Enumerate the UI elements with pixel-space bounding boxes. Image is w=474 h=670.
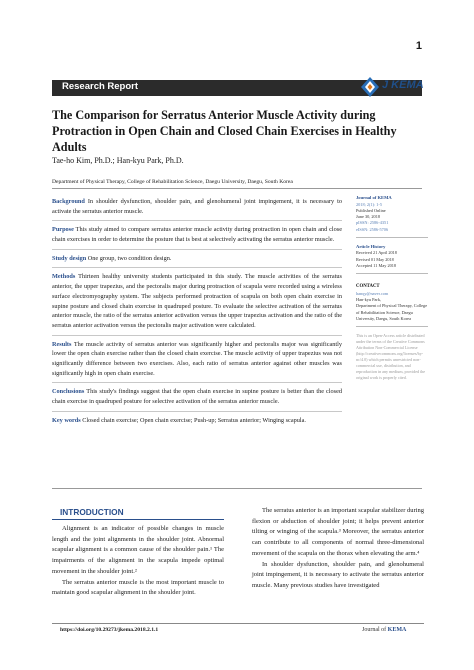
abstract-study-design	[52, 250, 342, 269]
sidebar-email-link[interactable]: hanqy@naver.com	[356, 291, 389, 297]
sidebar-published-date: June 30, 2018	[356, 214, 380, 220]
sidebar-eissn: eISSN: 2586-5706	[356, 226, 389, 232]
sidebar-contact-label: CONTACT	[356, 284, 380, 290]
abstract-label: Key words	[52, 416, 81, 424]
abstract-label: Study design	[52, 254, 87, 262]
body-paragraph: The serratus anterior muscle is the most important muscle to maintain good scapular alignment in the shoulder joint.	[52, 578, 224, 597]
journal-logo	[360, 75, 430, 99]
divider-top	[52, 188, 422, 189]
abstract-conclusions	[52, 383, 342, 411]
footer-journal	[362, 627, 406, 633]
section-heading-rule	[52, 519, 224, 520]
body-column-left	[52, 524, 224, 599]
abstract	[52, 193, 342, 429]
abstract-text: Closed chain exercise; Open chain exercise; Push-up; Serratus anterior; Winging scapula.	[80, 416, 306, 424]
journal-logo-icon	[360, 76, 380, 98]
abstract-text: This study aimed to compare serratus anterior muscle activity during protraction in open chain and close chain exercises in order to determine the posture that is best at selectively activating the serratus anterior muscle.	[52, 226, 342, 244]
article-title: The Comparison for Serratus Anterior Muscle Activity during Protraction in Open Chain and Closed Chain Exercises in Healthy Adults	[52, 108, 397, 155]
sidebar-pissn: pISSN: 2586-4351	[356, 220, 389, 226]
abstract-keywords	[52, 412, 342, 430]
sidebar-divider	[356, 326, 428, 327]
article-info-sidebar	[356, 195, 428, 380]
sidebar-published-label: Published Online	[356, 207, 386, 213]
footer-rule	[52, 623, 424, 624]
abstract-purpose	[52, 221, 342, 249]
body-paragraph: Alignment is an indicator of possible changes in muscle length and the joint alignments in the shoulder joint. Abnormal scapular alignment is a common cause of the shoulder pain.¹ The impairments of the alignment in the scapula impede optimal movement in the shoulder joint.²	[52, 525, 224, 575]
sidebar-contact-name: Han-kyu Park,	[356, 297, 382, 303]
doi-link[interactable]: https://doi.org/10.29273/jkema.2018.2.1.1	[60, 627, 159, 633]
sidebar-volume: 2018; 2(1): 1-5	[356, 201, 383, 207]
abstract-text: One group, two condition design.	[86, 254, 172, 262]
sidebar-history-label: Article History	[356, 243, 386, 249]
abstract-label: Methods	[52, 273, 76, 281]
abstract-text: This study's findings suggest that the open chain exercise in supine posture is better than the closed chain exercise in quadruped posture for selective activation of the serratus anterior muscle.	[52, 388, 342, 405]
abstract-results	[52, 336, 342, 384]
sidebar-divider	[356, 273, 428, 274]
abstract-text: Thirteen healthy university students participated in this study. The muscle activities of the serratus anterior, the upper trapezius, and the pectoralis major during protraction of scapula were recorded using a wireless surface electromyography system. The subjects performed protraction of scapula on both open chain exercise in supine posture and closed chain exercise in quadruped posture. To evaluate the selective activation of the serratus anterior muscle, the ratio of the serratus anterior activation versus the upper trapezius activation and the ratio of the serratus anterior activation versus the pectoralis major activation were calculated.	[52, 273, 342, 329]
abstract-background	[52, 193, 342, 221]
abstract-label: Results	[52, 340, 72, 348]
page-number: 1	[415, 40, 422, 52]
footer-journal-name: KEMA	[387, 627, 407, 633]
abstract-text: In shoulder dysfunction, shoulder pain, and glenohumeral joint impingement, it is necessary to activate the serratus anterior muscle.	[52, 198, 342, 215]
sidebar-divider	[356, 237, 428, 238]
footer-journal-prefix: Journal of	[362, 627, 388, 633]
sidebar-revised: Revised 01 May 2018	[356, 256, 394, 262]
journal-logo-text: J KEMA	[382, 79, 424, 91]
abstract-label: Conclusions	[52, 388, 85, 396]
sidebar-accepted: Accepted 11 May 2018	[356, 262, 397, 268]
affiliation: Department of Physical Therapy, College of Rehabilitation Science, Daegu University, Daegu, South Korea	[52, 179, 293, 185]
abstract-label: Purpose	[52, 226, 74, 234]
authors: Tae-ho Kim, Ph.D.; Han-kyu Park, Ph.D.	[52, 156, 184, 165]
body-paragraph: In shoulder dysfunction, shoulder pain, and glenohumeral joint impingement, it is necessary to activate the serratus anterior muscle. Many previous studies have investigated	[252, 560, 424, 590]
sidebar-journal: Journal of KEMA	[356, 195, 392, 200]
body-paragraph: The serratus anterior is an important scapular stabilizer during flexion or abduction of shoulder joint; it helps prevent anterior tilting or winging of the scapula.³ Moreover, the serratus anterior can contribute to all components of normal three-dimensional movement of the scapula on the thorax when elevating the arm.⁴	[252, 507, 424, 557]
sidebar-license: This is an Open-Access article distributed under the terms of the Creative Commons Attribution Non-Commercial License (http://creativecommons.org/licenses/by-nc/4.0) which permits unrestricted non-commercial use, distribution, and reproduction in any medium, provided the original work is properly cited.	[356, 333, 426, 380]
abstract-text: The muscle activity of serratus anterior was significantly higher and pectoralis major was significantly lower the open chain exercise rather than the closed chain exercise. The muscle activity of upper trapezius was not significantly difference between two exercises. Also, each ratio of serratus anterior against other muscles was significantly high in open chain exercise.	[52, 340, 342, 377]
divider-bottom	[52, 488, 422, 489]
body-column-right	[252, 506, 424, 592]
abstract-methods	[52, 268, 342, 335]
article-type-label: Research Report	[62, 81, 139, 92]
sidebar-contact-dept: Department of Physical Therapy, College of Rehabilitation Science, Daegu University, Daegu, South Korea	[356, 303, 428, 321]
sidebar-received: Received 21 April 2018	[356, 250, 397, 256]
section-heading: INTRODUCTION	[60, 507, 124, 517]
abstract-label: Background	[52, 198, 85, 205]
